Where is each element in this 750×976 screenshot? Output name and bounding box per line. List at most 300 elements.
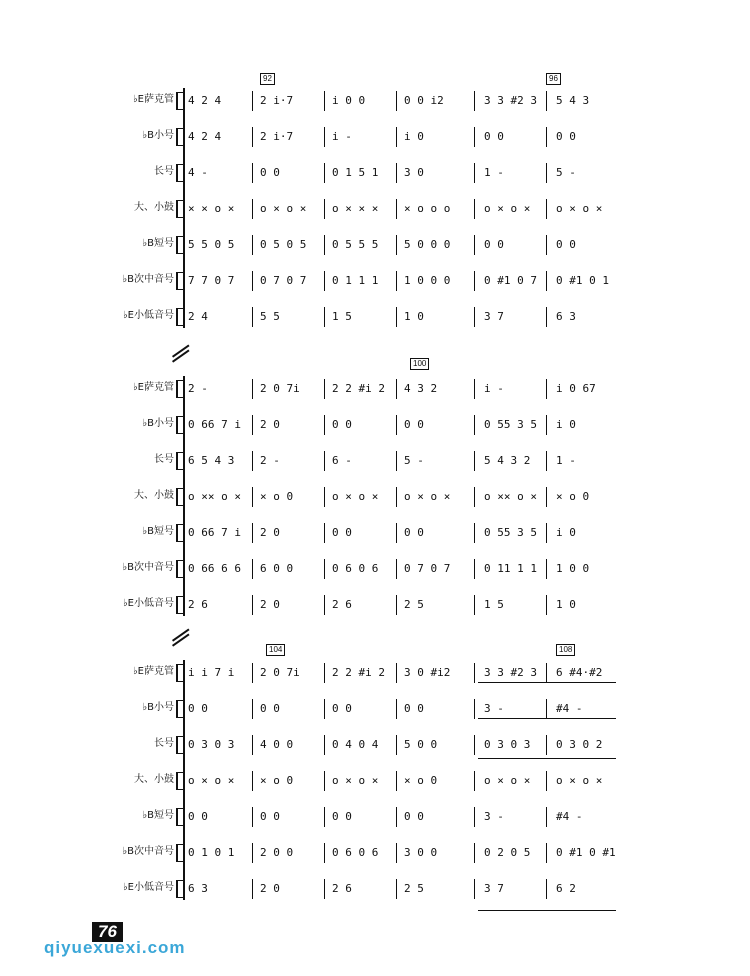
measure-line: [184, 306, 614, 328]
staff-bracket: [176, 272, 184, 290]
measure-line: [184, 414, 614, 436]
measure-line: [184, 734, 614, 756]
barline: [546, 523, 547, 543]
measure: 1 -: [556, 454, 576, 467]
instrument-staff: [0, 658, 750, 686]
measure: 0 0: [404, 418, 424, 431]
barline: [474, 663, 475, 683]
measure-line: [184, 698, 614, 720]
measure: 4 -: [188, 166, 208, 179]
barline: [546, 663, 547, 683]
barline: [324, 843, 325, 863]
measure: i 0 67: [556, 382, 596, 395]
barline: [324, 271, 325, 291]
measure: 1 5: [332, 310, 352, 323]
system-separator-icon: [172, 628, 194, 646]
barline: [474, 235, 475, 255]
measure-line: [184, 378, 614, 400]
barline: [396, 199, 397, 219]
measure: 3 3 #2 3: [484, 666, 537, 679]
staff-bracket: [176, 808, 184, 826]
measure: 2 0 7i: [260, 382, 300, 395]
barline: [324, 451, 325, 471]
barline: [252, 843, 253, 863]
measure: 5 -: [556, 166, 576, 179]
barline: [474, 307, 475, 327]
barline: [252, 199, 253, 219]
measure: 0 3 0 3: [188, 738, 235, 751]
barline: [546, 199, 547, 219]
measure: i 0 0: [332, 94, 366, 107]
barline: [324, 879, 325, 899]
measure: 2 2 #i 2: [332, 666, 385, 679]
barline: [252, 487, 253, 507]
measure: 2 0: [260, 418, 280, 431]
measure: 0 0: [484, 238, 504, 251]
measure: o × o ×: [484, 774, 531, 787]
measure: 6 -: [332, 454, 352, 467]
barline: [396, 163, 397, 183]
measure: 5 4 3 2: [484, 454, 531, 467]
barline: [474, 879, 475, 899]
measure: 0 5 5 5: [332, 238, 379, 251]
instrument-staff: [0, 554, 750, 582]
instrument-staff: [0, 590, 750, 618]
staff-bracket: [176, 560, 184, 578]
staff-bracket: [176, 772, 184, 790]
instrument-label: 长号: [154, 166, 174, 177]
instrument-staff: [0, 158, 750, 186]
barline: [324, 699, 325, 719]
measure-line: [184, 842, 614, 864]
instrument-label: ♭E小低音号: [122, 310, 174, 321]
barline: [546, 735, 547, 755]
instrument-staff: [0, 838, 750, 866]
measure: o ×× o ×: [188, 490, 241, 503]
staff-bracket: [176, 236, 184, 254]
measure: 4 0 0: [260, 738, 294, 751]
barline: [252, 235, 253, 255]
measure: × × o ×: [188, 202, 235, 215]
barline: [546, 451, 547, 471]
measure: 3 -: [484, 810, 504, 823]
measure: 0 66 6 6: [188, 562, 241, 575]
measure: 6 3: [556, 310, 576, 323]
instrument-staff: [0, 266, 750, 294]
barline: [546, 595, 547, 615]
barline: [474, 415, 475, 435]
barline: [324, 523, 325, 543]
staff-bracket: [176, 488, 184, 506]
instrument-label: ♭E萨克管: [132, 94, 174, 105]
barline: [474, 127, 475, 147]
measure: 0 0: [404, 810, 424, 823]
barline: [252, 307, 253, 327]
barline: [396, 559, 397, 579]
barline: [324, 663, 325, 683]
staff-bracket: [176, 700, 184, 718]
measure: 0 1 5 1: [332, 166, 379, 179]
measure: 2 0 7i: [260, 666, 300, 679]
staff-bracket: [176, 736, 184, 754]
measure: 2 i·7: [260, 130, 294, 143]
barline: [324, 595, 325, 615]
measure-line: [184, 878, 614, 900]
barline: [396, 523, 397, 543]
barline: [546, 307, 547, 327]
barline: [396, 771, 397, 791]
system-separator-icon: [172, 344, 194, 362]
beam-line: [478, 758, 616, 759]
barline: [546, 807, 547, 827]
staff-bracket: [176, 128, 184, 146]
measure: i 0: [404, 130, 424, 143]
barline: [396, 487, 397, 507]
barline: [324, 127, 325, 147]
measure: 0 3 0 2: [556, 738, 603, 751]
measure: 0 3 0 3: [484, 738, 531, 751]
instrument-label: ♭E萨克管: [132, 382, 174, 393]
barline: [546, 699, 547, 719]
barline: [474, 595, 475, 615]
measure-line: [184, 126, 614, 148]
barline: [474, 559, 475, 579]
barline: [474, 163, 475, 183]
measure: 0 0: [556, 130, 576, 143]
instrument-staff: [0, 482, 750, 510]
barline: [546, 559, 547, 579]
barline: [474, 843, 475, 863]
instrument-label: ♭B小号: [142, 418, 174, 429]
measure: 0 0: [260, 166, 280, 179]
measure: 3 3 #2 3: [484, 94, 537, 107]
page-number: 76: [92, 922, 123, 942]
measure: o × o ×: [404, 490, 451, 503]
barline: [474, 771, 475, 791]
barline: [546, 415, 547, 435]
measure: 2 5: [404, 882, 424, 895]
measure: 0 #1 0 #1: [556, 846, 616, 859]
barline: [252, 379, 253, 399]
barline: [396, 451, 397, 471]
barline: [396, 91, 397, 111]
measure: 0 0: [188, 810, 208, 823]
barline: [546, 379, 547, 399]
instrument-label: 大、小鼓: [134, 774, 174, 785]
measure: 0 0: [332, 418, 352, 431]
instrument-staff: [0, 86, 750, 114]
measure: 0 55 3 5: [484, 418, 537, 431]
measure-line: [184, 450, 614, 472]
barline: [252, 735, 253, 755]
barline: [324, 307, 325, 327]
measure: 1 0: [556, 598, 576, 611]
rehearsal-mark: 104: [266, 644, 285, 656]
staff-bracket: [176, 452, 184, 470]
measure: × o 0: [260, 774, 294, 787]
measure: 0 1 0 1: [188, 846, 235, 859]
measure: o × o ×: [188, 774, 235, 787]
staff-bracket: [176, 92, 184, 110]
barline: [546, 91, 547, 111]
barline: [252, 163, 253, 183]
measure: 0 66 7 i: [188, 418, 241, 431]
measure: 0 4 0 4: [332, 738, 379, 751]
measure: 3 0: [404, 166, 424, 179]
measure: 3 -: [484, 702, 504, 715]
barline: [474, 735, 475, 755]
measure: 2 2 #i 2: [332, 382, 385, 395]
instrument-label: 大、小鼓: [134, 202, 174, 213]
barline: [474, 91, 475, 111]
measure: 2 -: [260, 454, 280, 467]
measure: 2 6: [332, 882, 352, 895]
measure: 1 -: [484, 166, 504, 179]
measure: 0 0: [332, 810, 352, 823]
measure: 6 3: [188, 882, 208, 895]
barline: [474, 699, 475, 719]
barline: [546, 235, 547, 255]
instrument-label: ♭E小低音号: [122, 882, 174, 893]
measure: 2 0: [260, 882, 280, 895]
measure: 0 66 7 i: [188, 526, 241, 539]
measure: 2 6: [332, 598, 352, 611]
measure: 0 2 0 5: [484, 846, 531, 859]
barline: [252, 559, 253, 579]
measure: 3 0 #i2: [404, 666, 451, 679]
barline: [324, 235, 325, 255]
barline: [546, 487, 547, 507]
staff-bracket: [176, 380, 184, 398]
barline: [252, 595, 253, 615]
staff-bracket: [176, 200, 184, 218]
measure: 0 7 0 7: [260, 274, 307, 287]
measure: 0 0: [332, 526, 352, 539]
measure: 0 7 0 7: [404, 562, 451, 575]
barline: [396, 879, 397, 899]
barline: [396, 735, 397, 755]
barline: [396, 271, 397, 291]
barline: [252, 699, 253, 719]
measure: o × × ×: [332, 202, 379, 215]
measure: i 0: [556, 526, 576, 539]
measure: 0 55 3 5: [484, 526, 537, 539]
barline: [474, 271, 475, 291]
barline: [396, 699, 397, 719]
instrument-staff: [0, 694, 750, 722]
beam-line: [478, 910, 616, 911]
measure: 0 6 0 6: [332, 846, 379, 859]
barline: [324, 199, 325, 219]
staff-bracket: [176, 596, 184, 614]
measure-line: [184, 522, 614, 544]
barline: [252, 451, 253, 471]
barline: [252, 415, 253, 435]
rehearsal-mark: 108: [556, 644, 575, 656]
barline: [474, 523, 475, 543]
site-watermark: qiyuexuexi.com: [44, 938, 186, 957]
barline: [396, 843, 397, 863]
measure: i 0: [556, 418, 576, 431]
measure-line: [184, 594, 614, 616]
measure: 5 0 0 0: [404, 238, 451, 251]
barline: [546, 127, 547, 147]
measure: 1 0 0: [556, 562, 590, 575]
measure: 0 0: [404, 526, 424, 539]
staff-bracket: [176, 416, 184, 434]
measure: × o 0: [556, 490, 590, 503]
barline: [252, 879, 253, 899]
instrument-label: ♭B短号: [142, 526, 174, 537]
measure: 5 -: [404, 454, 424, 467]
rehearsal-mark: 92: [260, 73, 275, 85]
measure: 0 1 1 1: [332, 274, 379, 287]
staff-bracket: [176, 524, 184, 542]
barline: [252, 663, 253, 683]
barline: [252, 91, 253, 111]
barline: [396, 379, 397, 399]
instrument-label: 大、小鼓: [134, 490, 174, 501]
measure: 1 0 0 0: [404, 274, 451, 287]
measure-line: [184, 234, 614, 256]
measure-line: [184, 558, 614, 580]
measure-line: [184, 770, 614, 792]
measure: 2 0: [260, 526, 280, 539]
measure: o × o ×: [556, 774, 603, 787]
measure: × o o o: [404, 202, 451, 215]
measure: 4 2 4: [188, 130, 222, 143]
barline: [474, 451, 475, 471]
barline: [396, 807, 397, 827]
barline: [546, 271, 547, 291]
barline: [396, 127, 397, 147]
measure: 0 0: [332, 702, 352, 715]
barline: [546, 163, 547, 183]
measure: 2 -: [188, 382, 208, 395]
measure: o ×× o ×: [484, 490, 537, 503]
measure: 3 0 0: [404, 846, 438, 859]
measure: 2 4: [188, 310, 208, 323]
measure: i i 7 i: [188, 666, 235, 679]
barline: [324, 559, 325, 579]
measure: 4 3 2: [404, 382, 438, 395]
measure: 4 2 4: [188, 94, 222, 107]
barline: [252, 771, 253, 791]
instrument-label: ♭B短号: [142, 810, 174, 821]
measure: 5 4 3: [556, 94, 590, 107]
measure: #4 -: [556, 702, 583, 715]
instrument-staff: [0, 194, 750, 222]
measure: 2 5: [404, 598, 424, 611]
instrument-staff: [0, 874, 750, 902]
measure: 0 0: [404, 702, 424, 715]
barline: [252, 127, 253, 147]
measure: i -: [484, 382, 504, 395]
measure-line: [184, 662, 614, 684]
measure: 0 #1 0 1: [556, 274, 609, 287]
measure: o × o ×: [484, 202, 531, 215]
measure: 2 6: [188, 598, 208, 611]
measure: 6 2: [556, 882, 576, 895]
instrument-staff: [0, 730, 750, 758]
barline: [252, 271, 253, 291]
staff-bracket: [176, 164, 184, 182]
measure: 0 0 i2: [404, 94, 444, 107]
measure: o × o ×: [332, 774, 379, 787]
barline: [474, 487, 475, 507]
measure: 0 5 0 5: [260, 238, 307, 251]
measure: 0 11 1 1: [484, 562, 537, 575]
staff-bracket: [176, 844, 184, 862]
measure: 5 0 0: [404, 738, 438, 751]
instrument-staff: [0, 122, 750, 150]
measure: × o 0: [260, 490, 294, 503]
instrument-label: 长号: [154, 454, 174, 465]
barline: [546, 843, 547, 863]
rehearsal-mark: 100: [410, 358, 429, 370]
barline: [324, 379, 325, 399]
instrument-staff: [0, 374, 750, 402]
measure: 5 5: [260, 310, 280, 323]
instrument-label: ♭E萨克管: [132, 666, 174, 677]
instrument-label: ♭E小低音号: [122, 598, 174, 609]
staff-bracket: [176, 880, 184, 898]
measure: 2 0: [260, 598, 280, 611]
measure-line: [184, 486, 614, 508]
measure-line: [184, 270, 614, 292]
instrument-staff: [0, 410, 750, 438]
instrument-staff: [0, 766, 750, 794]
staff-bracket: [176, 308, 184, 326]
measure: 3 7: [484, 882, 504, 895]
measure-line: [184, 198, 614, 220]
barline: [324, 807, 325, 827]
measure: o × o ×: [332, 490, 379, 503]
rehearsal-mark: 96: [546, 73, 561, 85]
barline: [546, 771, 547, 791]
barline: [396, 415, 397, 435]
barline: [324, 487, 325, 507]
measure: 2 i·7: [260, 94, 294, 107]
instrument-label: ♭B小号: [142, 702, 174, 713]
barline: [324, 415, 325, 435]
instrument-label: ♭B次中音号: [122, 274, 174, 285]
measure-line: [184, 90, 614, 112]
instrument-staff: [0, 518, 750, 546]
measure: 0 0: [188, 702, 208, 715]
instrument-staff: [0, 802, 750, 830]
barline: [396, 235, 397, 255]
measure: 0 0: [260, 810, 280, 823]
instrument-staff: [0, 302, 750, 330]
barline: [396, 663, 397, 683]
barline: [474, 807, 475, 827]
barline: [252, 807, 253, 827]
measure: 0 0: [260, 702, 280, 715]
measure: 2 0 0: [260, 846, 294, 859]
measure: × o 0: [404, 774, 438, 787]
instrument-staff: [0, 230, 750, 258]
barline: [474, 379, 475, 399]
staff-bracket: [176, 664, 184, 682]
barline: [324, 163, 325, 183]
instrument-label: 长号: [154, 738, 174, 749]
barline: [324, 771, 325, 791]
measure: o × o ×: [260, 202, 307, 215]
barline: [252, 523, 253, 543]
measure: 0 6 0 6: [332, 562, 379, 575]
instrument-label: ♭B次中音号: [122, 846, 174, 857]
